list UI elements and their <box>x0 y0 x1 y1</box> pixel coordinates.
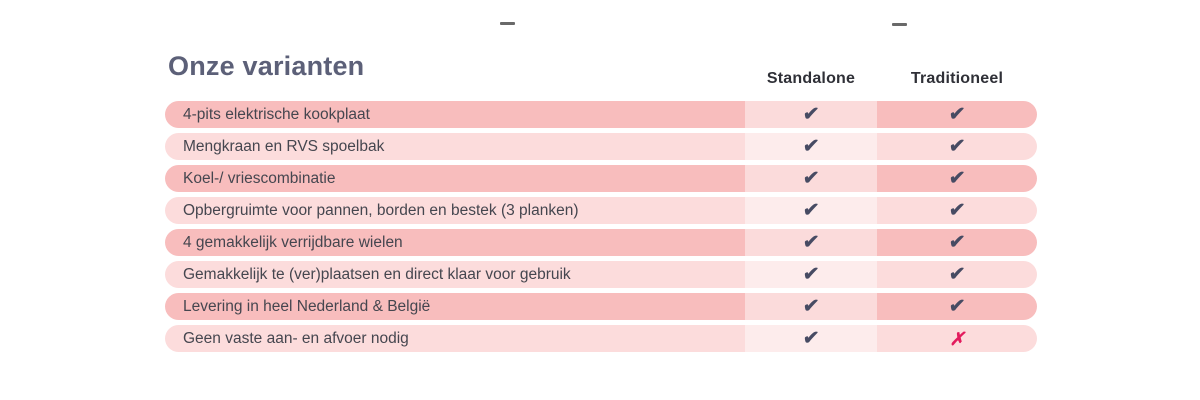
column-header-traditioneel: Traditioneel <box>910 70 1004 87</box>
table-row <box>165 261 1037 288</box>
standalone-cell <box>745 229 877 256</box>
standalone-cell <box>745 293 877 320</box>
cross-icon: ✗ <box>949 328 965 349</box>
feature-label: 4-pits elektrische kookplaat <box>183 105 370 123</box>
traditioneel-cell <box>877 133 1037 160</box>
decorative-dash <box>892 23 907 26</box>
traditioneel-cell <box>877 325 1037 352</box>
table-row <box>165 165 1037 192</box>
table-row <box>165 133 1037 160</box>
feature-label: 4 gemakkelijk verrijdbare wielen <box>183 233 403 251</box>
column-headers <box>0 70 1200 92</box>
check-icon: ✔ <box>947 200 967 221</box>
check-icon: ✔ <box>801 104 821 125</box>
standalone-cell <box>745 101 877 128</box>
check-icon: ✔ <box>947 136 967 157</box>
table-row <box>165 101 1037 128</box>
feature-label: Levering in heel Nederland & België <box>183 297 431 315</box>
check-icon: ✔ <box>947 168 967 189</box>
feature-label: Mengkraan en RVS spoelbak <box>183 137 385 155</box>
feature-label: Gemakkelijk te (ver)plaatsen en direct klaar voor gebruik <box>183 265 571 283</box>
check-icon: ✔ <box>801 136 821 157</box>
table-row <box>165 293 1037 320</box>
standalone-cell <box>745 197 877 224</box>
traditioneel-cell <box>877 293 1037 320</box>
traditioneel-cell <box>877 261 1037 288</box>
check-icon: ✔ <box>947 232 967 253</box>
check-icon: ✔ <box>801 264 821 285</box>
standalone-cell <box>745 261 877 288</box>
check-icon: ✔ <box>947 296 967 317</box>
check-icon: ✔ <box>947 104 967 125</box>
standalone-cell <box>745 133 877 160</box>
comparison-table <box>165 101 1037 357</box>
table-row <box>165 197 1037 224</box>
traditioneel-cell <box>877 165 1037 192</box>
standalone-cell <box>745 165 877 192</box>
traditioneel-cell <box>877 101 1037 128</box>
traditioneel-cell <box>877 229 1037 256</box>
check-icon: ✔ <box>801 168 821 189</box>
feature-label: Geen vaste aan- en afvoer nodig <box>183 329 409 347</box>
check-icon: ✔ <box>801 296 821 317</box>
feature-label: Opbergruimte voor pannen, borden en bestek (3 planken) <box>183 201 579 219</box>
standalone-cell <box>745 325 877 352</box>
table-row <box>165 325 1037 352</box>
decorative-dash <box>500 22 515 25</box>
check-icon: ✔ <box>801 232 821 253</box>
traditioneel-cell <box>877 197 1037 224</box>
feature-label: Koel-/ vriescombinatie <box>183 169 336 187</box>
table-row <box>165 229 1037 256</box>
page-title: Onze varianten <box>168 51 365 82</box>
check-icon: ✔ <box>801 200 821 221</box>
check-icon: ✔ <box>947 264 967 285</box>
column-header-standalone: Standalone <box>766 70 856 87</box>
check-icon: ✔ <box>801 328 821 349</box>
